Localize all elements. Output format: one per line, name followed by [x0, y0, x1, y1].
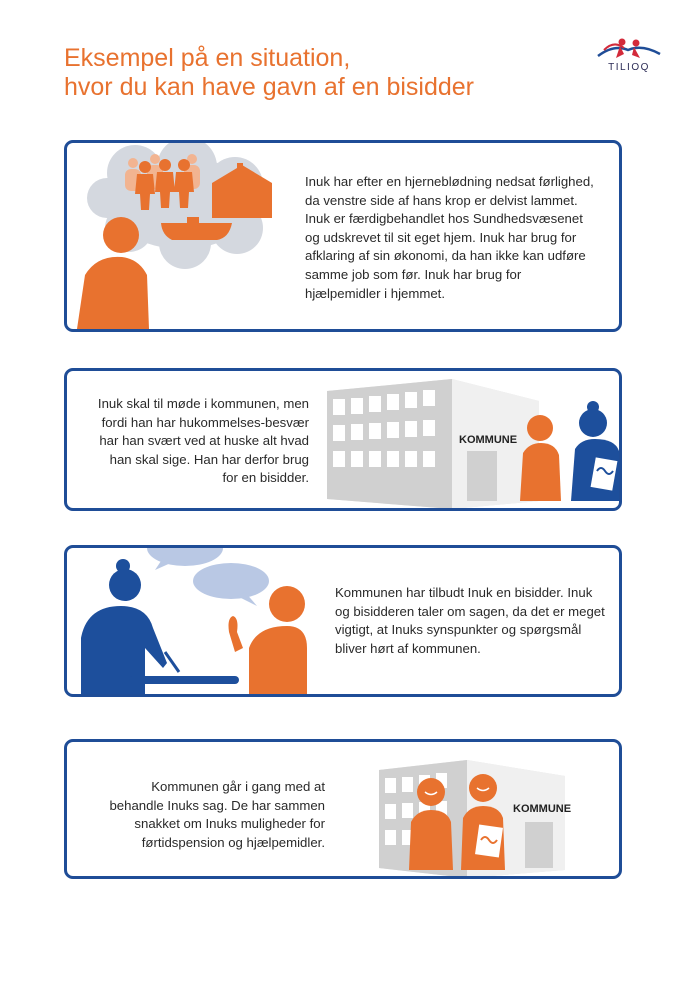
table-icon	[129, 676, 239, 684]
card-3-text: Kommunen har tilbudt Inuk en bisidder. Inuk og bisidderen taler om sagen, da det er meget vigtigt, at Inuks synspunkter og spørgsmål bliver hørt af kommunen.	[335, 585, 605, 656]
page-title-line-1: Eksempel på en situation,	[64, 44, 351, 72]
speech-bubble-icon	[147, 548, 269, 606]
card-4-text: Kommunen går i gang med at behandle Inuks sag. De har sammen snakket om Inuks muligheder for førtidspension og hjælpemidler.	[109, 779, 325, 850]
thinking-person-illustration	[67, 143, 307, 332]
conversation-illustration	[67, 548, 337, 697]
building-sign: KOMMUNE	[513, 803, 572, 815]
scenario-card-4	[64, 739, 622, 879]
building-sign: KOMMUNE	[459, 434, 518, 446]
bisidder-figure-icon	[571, 401, 619, 501]
scenario-card-2	[64, 368, 622, 511]
kommune-together-illustration	[67, 742, 619, 879]
card-1-text: Inuk har efter en hjerneblødning nedsat førlighed, da venstre side af hans krop er delvist lammet. Inuk er færdigbehandlet hos Sundhedsvæsenet og udskrevet til sit eget hjem. Inuk har brug for afklaring af sin økonomi, da han ikke kan udføre samme job som før. Inuk har brug for hjælpemidler i hjemmet.	[305, 174, 594, 301]
page-title-line-2: hvor du kan have gavn af en bisidder	[64, 73, 474, 101]
kommune-meeting-illustration	[67, 371, 619, 511]
logo-figures-icon	[594, 36, 664, 64]
scenario-card-3	[64, 545, 622, 697]
bisidder-figure-icon	[81, 559, 167, 694]
tilioq-logo	[594, 36, 664, 78]
scenario-card-1	[64, 140, 622, 332]
inuk-figure-icon	[77, 217, 149, 329]
logo-wordmark: TILIOQ	[608, 62, 650, 73]
card-2-text: Inuk skal til møde i kommunen, men fordi han har hukommelses-besvær har han svært ved at huske alt hvad han skal sige. Han har derfor brug for en bisidder.	[97, 396, 309, 486]
page-title	[64, 44, 474, 102]
inuk-figure-icon	[229, 586, 308, 694]
pen-icon	[165, 652, 179, 672]
